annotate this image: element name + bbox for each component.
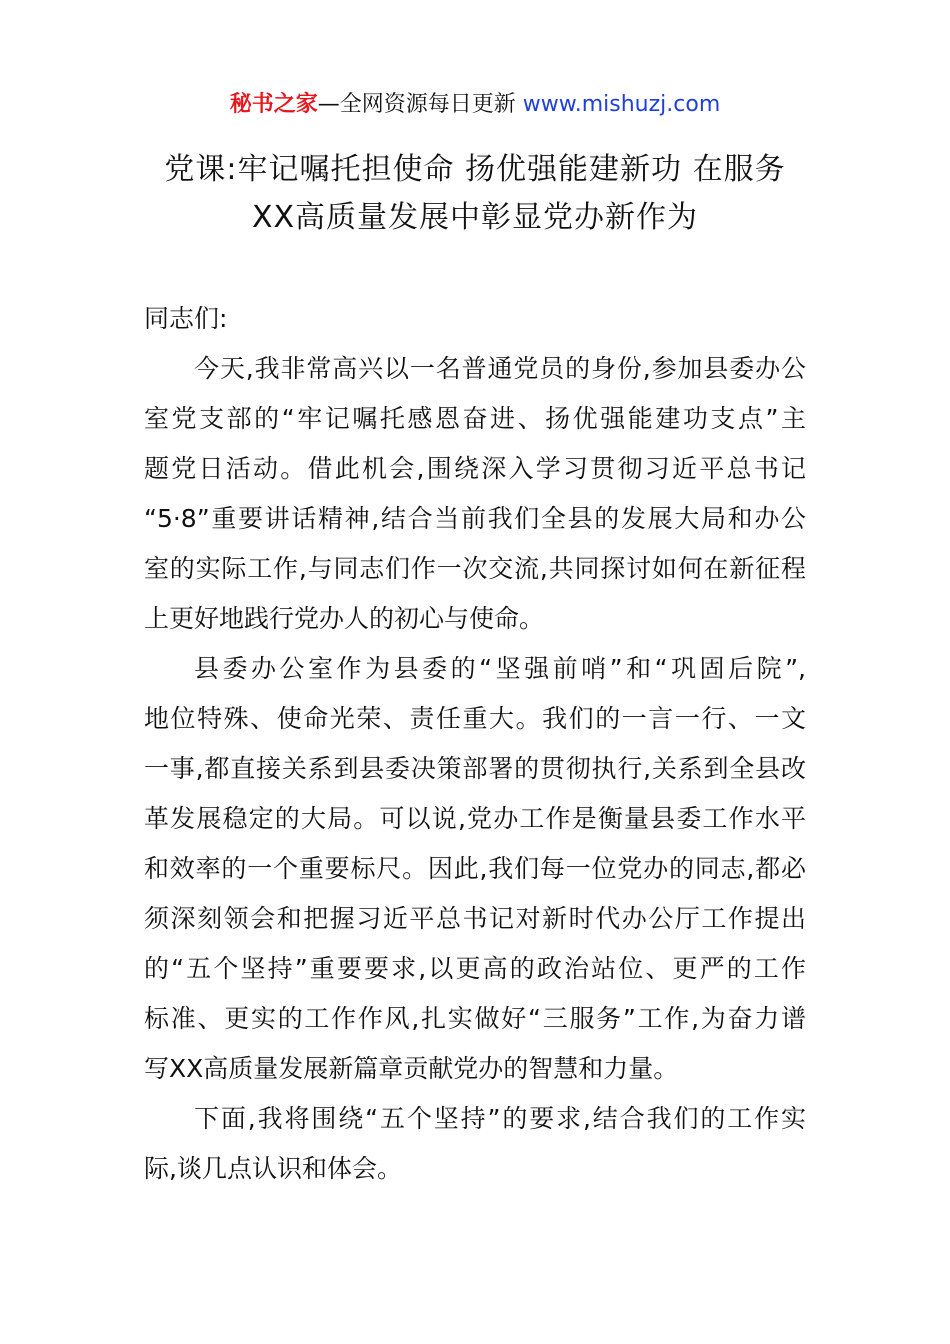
text-line: 须深刻领会和把握习近平总书记对新时代办公厅工作提出 — [144, 904, 806, 933]
paragraph — [144, 1094, 806, 1194]
paragraph — [144, 344, 806, 644]
text-line: 际,谈几点认识和体会。 — [144, 1154, 402, 1183]
text-line: 县委办公室作为县委的“坚强前哨”和“巩固后院”, — [194, 654, 806, 683]
text-line: 室的实际工作,与同志们作一次交流,共同探讨如何在新征程 — [144, 554, 806, 583]
header-tagline: —全网资源每日更新 — [317, 92, 523, 117]
text-line: 和效率的一个重要标尺。因此,我们每一位党办的同志,都必 — [144, 854, 806, 883]
text-line: 题党日活动。借此机会,围绕深入学习贯彻习近平总书记 — [144, 454, 806, 483]
title-line: 党课:牢记嘱托担使命 扬优强能建新功 在服务 — [164, 152, 786, 187]
text-line: 标准、更实的工作作风,扎实做好“三服务”工作,为奋力谱 — [144, 1004, 806, 1033]
text-line: 地位特殊、使命光荣、责任重大。我们的一言一行、一文 — [144, 704, 806, 733]
text-line: 写XX高质量发展新篇章贡献党办的智慧和力量。 — [144, 1054, 679, 1083]
text-line: 今天,我非常高兴以一名普通党员的身份,参加县委办公 — [194, 354, 806, 383]
text-line: 革发展稳定的大局。可以说,党办工作是衡量县委工作水平 — [144, 804, 806, 833]
site-header — [0, 88, 950, 122]
text-line: 上更好地践行党办人的初心与使命。 — [144, 604, 545, 633]
salutation: 同志们: — [144, 304, 228, 333]
text-line: 一事,都直接关系到县委决策部署的贯彻执行,关系到全县改 — [144, 754, 806, 783]
title-line: XX高质量发展中彰显党办新作为 — [251, 200, 699, 235]
text-line: 的“五个坚持”重要要求,以更高的政治站位、更严的工作 — [144, 954, 806, 983]
document-title — [60, 146, 890, 242]
text-line: “5·8”重要讲话精神,结合当前我们全县的发展大局和办公 — [144, 504, 806, 533]
document-body — [144, 294, 806, 1194]
brand-name: 秘书之家 — [229, 92, 318, 117]
paragraph — [144, 644, 806, 1094]
text-line: 室党支部的“牢记嘱托感恩奋进、扬优强能建功支点”主 — [144, 404, 806, 433]
text-line: 下面,我将围绕“五个坚持”的要求,结合我们的工作实 — [194, 1104, 806, 1133]
site-url[interactable]: www.mishuzj.com — [522, 92, 721, 117]
